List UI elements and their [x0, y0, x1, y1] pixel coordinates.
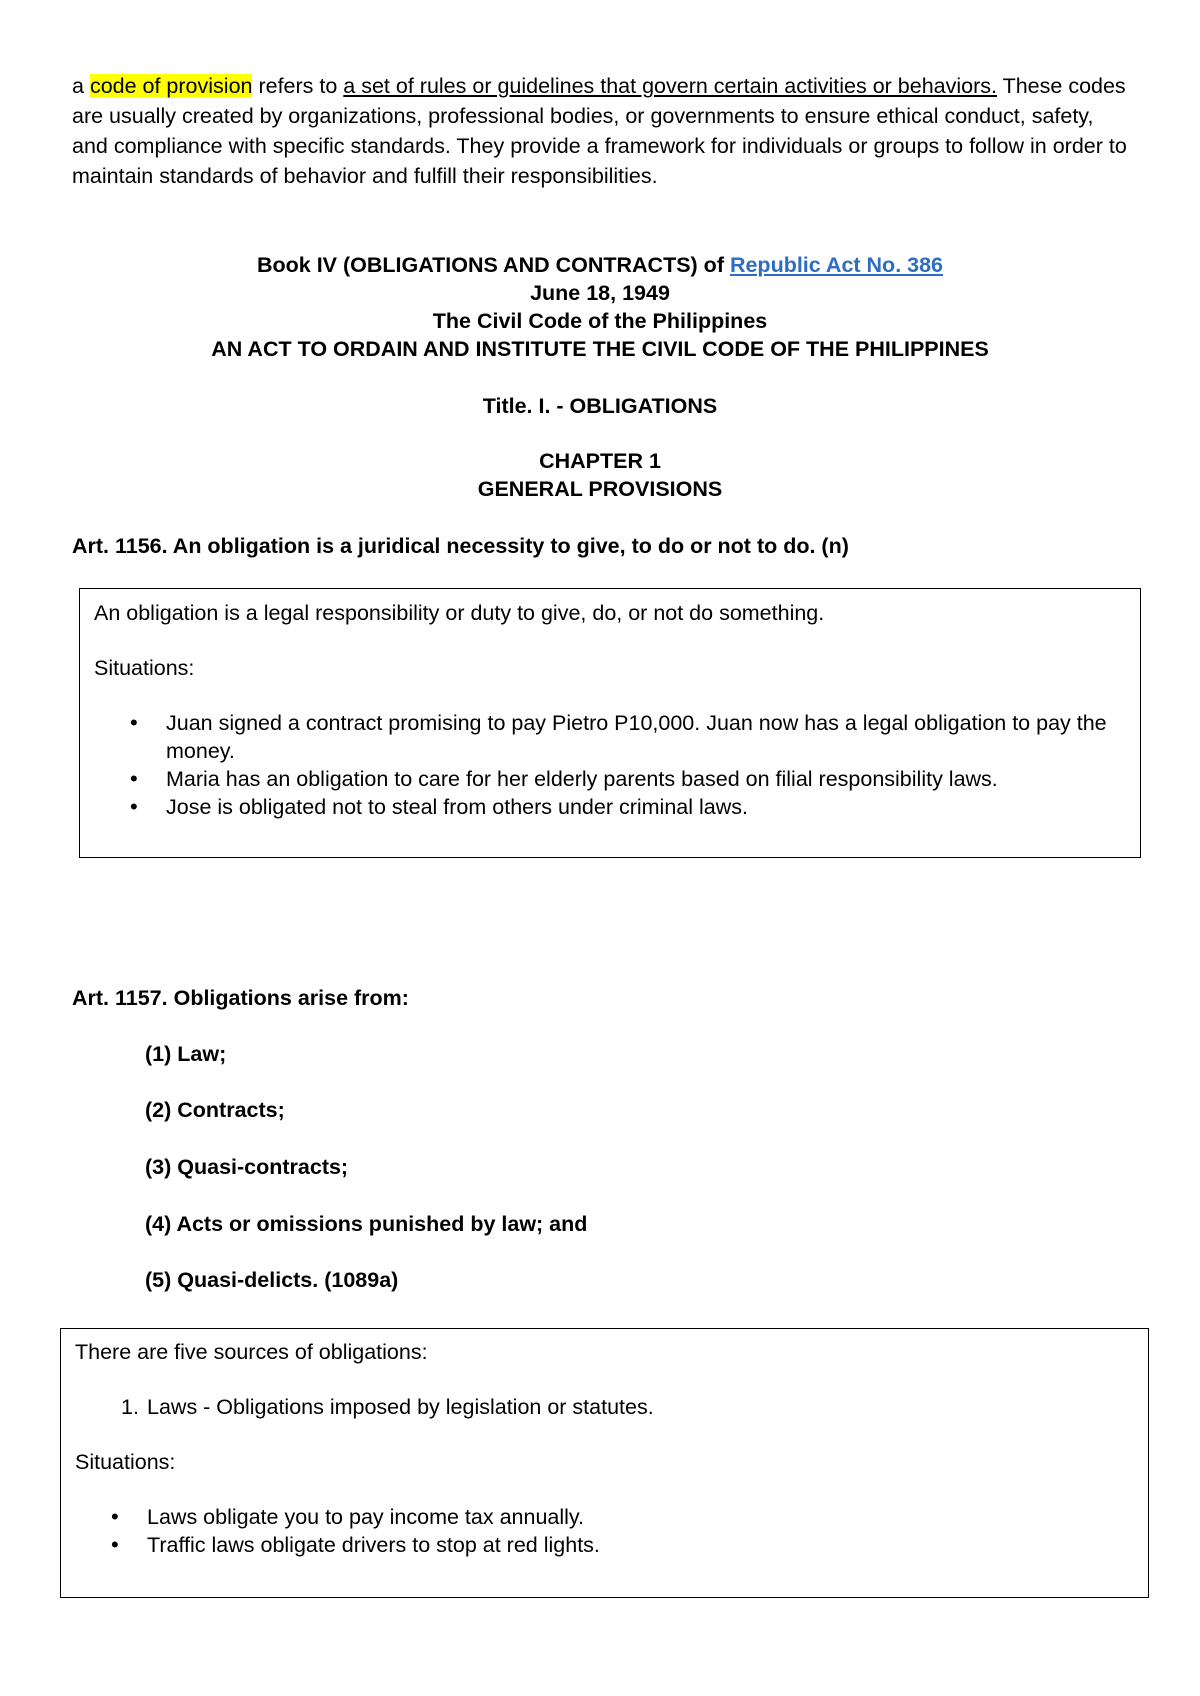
list-item-text: Traffic laws obligate drivers to stop at red lights. [147, 1533, 600, 1557]
list-number: 1. [121, 1395, 139, 1419]
act-date: June 18, 1949 [530, 281, 670, 305]
numbered-item-text: Laws - Obligations imposed by legislation or statutes. [147, 1395, 654, 1419]
situations-label: Situations: [75, 1450, 176, 1474]
bullet-icon: • [111, 1504, 119, 1529]
intro-paragraph [72, 71, 1132, 191]
code-title: The Civil Code of the Philippines [432, 309, 768, 333]
source-item-contracts: (2) Contracts; [145, 1098, 285, 1122]
intro-middle: refers to [252, 74, 344, 98]
situations-list [94, 709, 1126, 821]
bullet-icon: • [130, 710, 138, 735]
list-item [94, 765, 1126, 793]
list-item-text: Jose is obligated not to steal from others under criminal laws. [166, 795, 748, 819]
article-1157-note-box [60, 1328, 1149, 1598]
list-item-text: Juan signed a contract promising to pay Pietro P10,000. Juan now has a legal obligation to pay the money. [166, 711, 1107, 763]
list-item [94, 709, 1126, 765]
republic-act-link[interactable]: Republic Act No. 386 [729, 253, 944, 277]
chapter-heading [0, 447, 1200, 503]
sources-intro: There are five sources of obligations: [75, 1340, 428, 1364]
book-prefix: Book IV (OBLIGATIONS AND CONTRACTS) of [256, 253, 730, 277]
article-1157: Art. 1157. Obligations arise from: [72, 986, 409, 1010]
document-heading [0, 251, 1200, 363]
source-item-law: (1) Law; [145, 1042, 227, 1066]
bullet-icon: • [130, 794, 138, 819]
numbered-list-item [75, 1393, 1134, 1421]
source-item-quasi-contracts: (3) Quasi-contracts; [145, 1155, 349, 1179]
list-item [94, 793, 1126, 821]
intro-rest: These codes are usually created by organizations, professional bodies, or governments to ensure ethical conduct, safety, and compliance with specific standards. They provide a framework for individuals or groups to follow in order to maintain standards of behavior and fulfill their responsibilities. [72, 74, 1127, 188]
list-item [75, 1503, 1134, 1531]
act-title: AN ACT TO ORDAIN AND INSTITUTE THE CIVIL CODE OF THE PHILIPPINES [211, 337, 989, 361]
list-item-text: Maria has an obligation to care for her elderly parents based on filial responsibility laws. [166, 767, 998, 791]
bullet-icon: • [111, 1532, 119, 1557]
situations-list [75, 1503, 1134, 1559]
chapter-number: CHAPTER 1 [539, 449, 661, 473]
source-item-acts-omissions: (4) Acts or omissions punished by law; and [145, 1212, 588, 1236]
book-line [0, 251, 1200, 279]
obligation-definition: An obligation is a legal responsibility or duty to give, do, or not do something. [94, 601, 825, 625]
bullet-icon: • [130, 766, 138, 791]
title-heading: Title. I. - OBLIGATIONS [482, 394, 718, 418]
source-item-quasi-delicts: (5) Quasi-delicts. (1089a) [145, 1268, 399, 1292]
list-item-text: Laws obligate you to pay income tax annually. [147, 1505, 585, 1529]
article-1156: Art. 1156. An obligation is a juridical necessity to give, to do or not to do. (n) [72, 534, 849, 558]
chapter-name: GENERAL PROVISIONS [477, 477, 723, 501]
underlined-definition: a set of rules or guidelines that govern certain activities or behaviors. [343, 74, 997, 98]
intro-prefix: a [72, 74, 90, 98]
article-1156-note-box [79, 588, 1141, 858]
highlighted-term: code of provision [89, 74, 253, 98]
situations-label: Situations: [94, 656, 195, 680]
list-item [75, 1531, 1134, 1559]
